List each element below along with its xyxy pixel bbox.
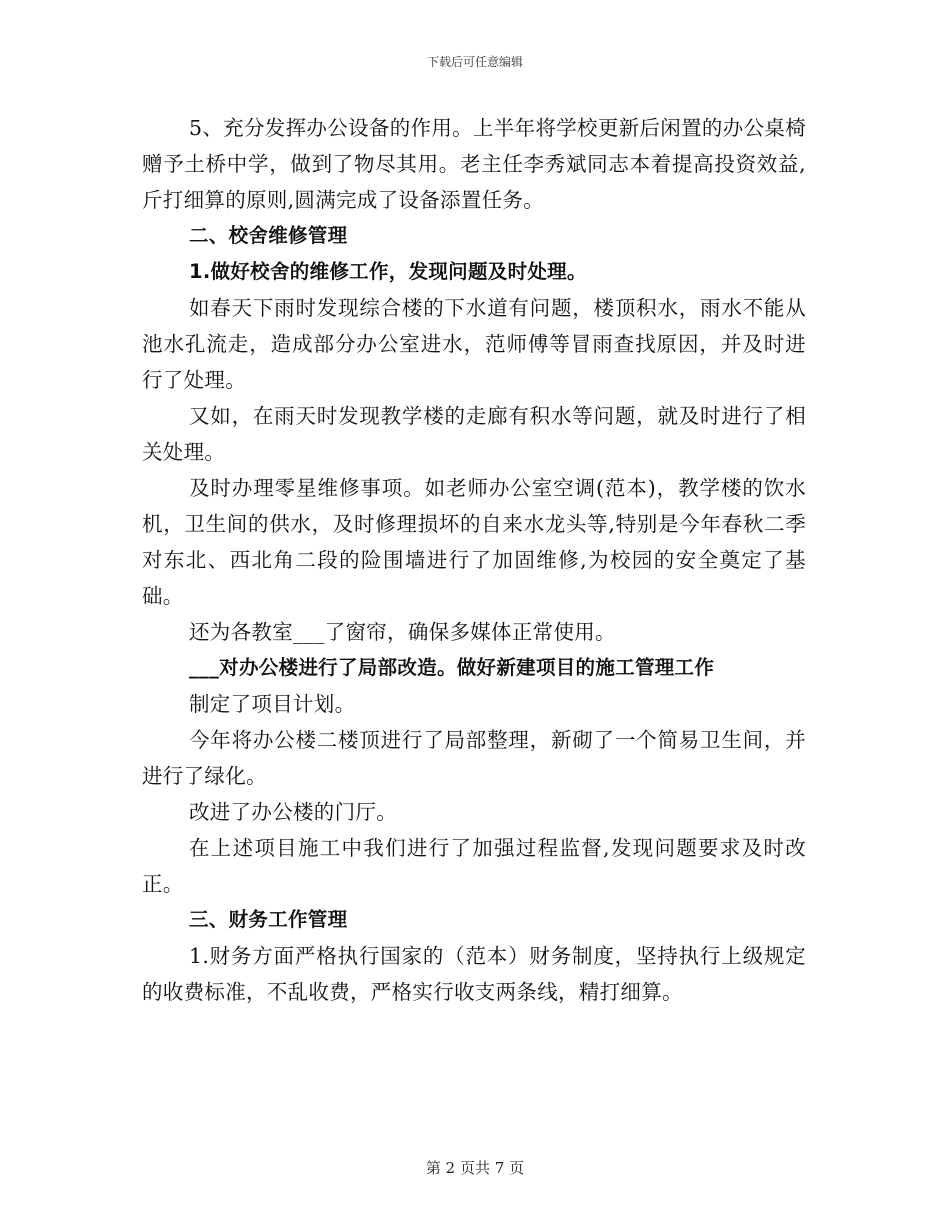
paragraph-minor-repairs: 及时办理零星维修事项。如老师办公室空调(范本)，教学楼的饮水机，卫生间的供水，及时修理损坏的自来水龙头等,特别是今年春秋二季对东北、西北角二段的险围墙进行了加固维修,为校园的安全奠定了基础。 <box>142 476 806 608</box>
section-heading-building-maintenance: 二、校舍维修管理 <box>189 224 348 247</box>
paragraph-spring-rain: 如春天下雨时发现综合楼的下水道有问题，楼顶积水，雨水不能从池水孔流走，造成部分办公室进水，范师傅等冒雨查找原因，并及时进行了处理。 <box>142 296 806 392</box>
paragraph-roof-renovation: 今年将办公楼二楼顶进行了局部整理，新砌了一个简易卫生间，并进行了绿化。 <box>142 728 806 788</box>
document-body <box>142 110 806 1010</box>
paragraph-lobby: 改进了办公楼的门厅。 <box>189 800 397 824</box>
paragraph-project-plan: 制定了项目计划。 <box>189 692 356 716</box>
paragraph-corridor-water: 又如，在雨天时发现教学楼的走廊有积水等问题，就及时进行了相关处理。 <box>142 404 806 464</box>
section-heading-finance: 三、财务工作管理 <box>189 908 348 931</box>
paragraph-supervision: 在上述项目施工中我们进行了加强过程监督,发现问题要求及时改正。 <box>142 836 806 896</box>
subheading-office-renovation: ___对办公楼进行了局部改造。做好新建项目的施工管理工作 <box>189 656 715 679</box>
subheading-maintenance-work: 1.做好校舍的维修工作，发现问题及时处理。 <box>189 260 587 283</box>
page-footer: 第 2 页共 7 页 <box>425 1159 525 1177</box>
page-header: 下载后可任意编辑 <box>426 55 523 69</box>
paragraph-equipment-usage: 5、充分发挥办公设备的作用。上半年将学校更新后闲置的办公桌椅赠予土桥中学，做到了物尽其用。老主任李秀斌同志本着提高投资效益,斤打细算的原则,圆满完成了设备添置任务。 <box>142 116 806 212</box>
paragraph-curtains: 还为各教室___了窗帘，确保多媒体正常使用。 <box>189 620 616 644</box>
paragraph-finance-rules: 1.财务方面严格执行国家的（范本）财务制度，坚持执行上级规定的收费标准，不乱收费，严格实行收支两条线，精打细算。 <box>142 944 806 1004</box>
